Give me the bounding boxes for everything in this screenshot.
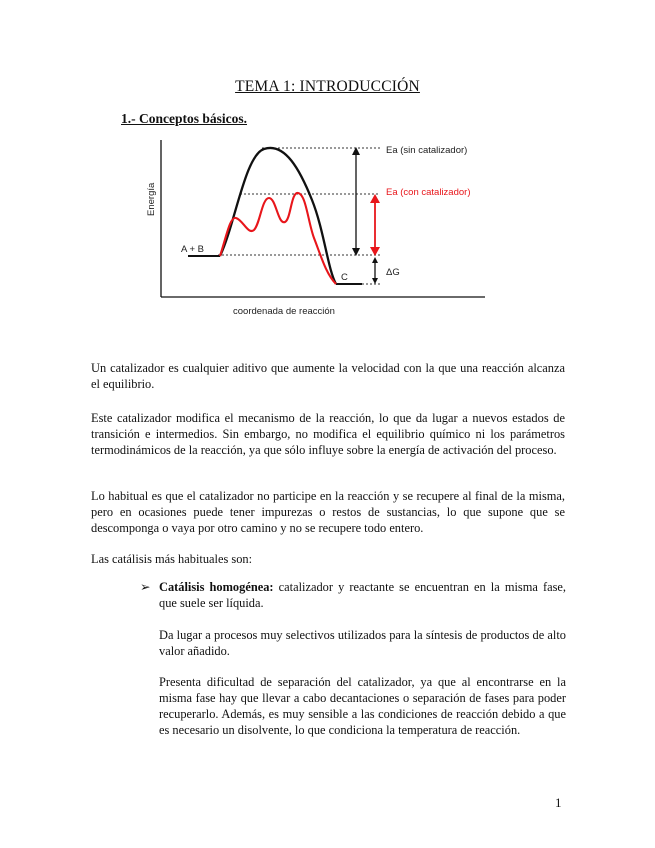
ea-uncatalyzed-label: Ea (sin catalizador) — [386, 145, 468, 156]
energy-diagram-svg — [140, 130, 500, 325]
bullet-description: catalizador y reactante se encuentran en la misma fase, que suele ser líquida. — [159, 580, 567, 610]
arrow-bullet-icon: ➢ — [140, 580, 151, 594]
paragraph-recovery: Lo habitual es que el catalizador no participe en la reacción y se recupere al final de la misma, pero en ocasiones puede tener impurezas o restos de sustancias, lo que supone que se descomponga o vaya por otro camino y no se recupere todo entero. — [91, 489, 565, 535]
delta-g-arrowhead-bottom — [372, 278, 378, 284]
reactants-label: A + B — [181, 244, 204, 255]
paragraph-definition: Un catalizador es cualquier aditivo que aumente la velocidad con la que una reacción alcanza el equilibrio. — [91, 361, 565, 391]
bullet-text — [159, 579, 566, 611]
sub-paragraph-separation: Presenta dificultad de separación del catalizador, ya que al encontrarse en la misma fase hay que llevar a cabo decantaciones o separación de fases para poder recuperarlo. Además, es muy sensible a las condiciones de reacción debido a que es necesario un disolvente, lo que condiciona la temperatura de reacción. — [159, 675, 566, 737]
ea-catalyzed-arrowhead-top — [370, 194, 380, 203]
page-number: 1 — [555, 795, 562, 810]
paragraph-mechanism: Este catalizador modifica el mecanismo de la reacción, lo que da lugar a nuevos estados de transición e intermedios. Sin embargo, no modifica el equilibrio químico ni los parámetros termodinámicos de la reacción, ya que sólo influye sobre la energía de activación del proceso. — [91, 411, 565, 457]
ea-catalyzed-label: Ea (con catalizador) — [386, 187, 471, 198]
energy-diagram-figure — [140, 130, 500, 325]
bullet-term: Catálisis homogénea: — [159, 580, 274, 594]
paragraph-types-intro: Las catálisis más habituales son: — [91, 552, 253, 566]
product-label: C — [341, 272, 348, 283]
bullet-homogeneous — [140, 579, 566, 611]
sub-paragraph-selectivity: Da lugar a procesos muy selectivos utilizados para la síntesis de productos de alto valor añadido. — [159, 628, 566, 658]
bullet-row — [140, 579, 566, 611]
delta-g-label: ΔG — [386, 267, 400, 278]
section-heading: 1.- Conceptos básicos. — [121, 111, 248, 126]
y-axis-label: Energía — [146, 182, 157, 216]
delta-g-arrowhead-top — [372, 257, 378, 263]
x-axis-label: coordenada de reacción — [233, 306, 335, 317]
page-title: TEMA 1: INTRODUCCIÓN — [235, 78, 420, 95]
